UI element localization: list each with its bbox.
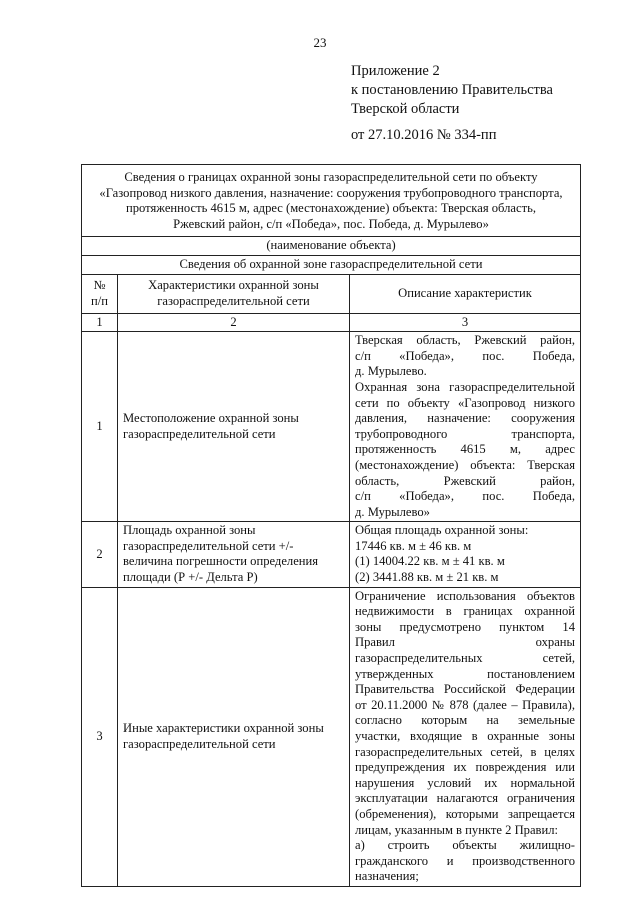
column-header-description: Описание характеристик [350,274,581,313]
description-line: Охранная зона газораспределительной [355,379,575,394]
characteristic-line: площади (Р +/- Дельта Р) [123,570,258,585]
row-characteristic: Местоположение охранной зоны газораспределительной сети [118,332,350,522]
description-line: газораспределительных сетей, [355,651,575,666]
object-name-caption: (наименование объекта) [82,237,581,256]
row-number: 2 [82,522,118,587]
description-line: с/п «Победа», пос. Победа, [355,348,575,363]
title-line: Ржевский район, с/п «Победа», пос. Победа, д. Мурылево» [173,216,489,231]
description-line: (2) 3441.88 кв. м ± 21 кв. м [355,570,499,585]
description-line: нарушения условий их нормальной [355,775,575,790]
description-line: утвержденных постановлением [355,666,575,681]
table-title [82,165,581,237]
object-name-row [82,237,581,256]
description-line: недвижимости в границах охранной [355,604,575,619]
description-line: д. Мурылево. [355,364,427,379]
column-number: 2 [118,313,350,332]
title-line: «Газопровод низкого давления, назначение: сооружения трубопроводного транспорта, [99,185,563,200]
appendix-heading [351,62,553,145]
description-line: зоны предусмотрено пунктом 14 [355,619,575,634]
description-line: Правил охраны [355,635,575,650]
description-line: согласно которым на земельные [355,713,575,728]
description-line: лицам, указанным в пункте 2 Правил: [355,822,559,837]
description-line: Ограничение использования объектов [355,588,575,603]
table-header-row [82,165,581,237]
appendix-line-2: к постановлению Правительства [351,82,553,98]
description-line: давления, назначение: сооружения [355,411,575,426]
description-line: (обременения), которыми запрещается [355,806,575,821]
security-zone-table [81,164,581,887]
characteristic-line: Площадь охранной зоны [123,523,256,538]
title-line: протяженность 4615 м, адрес (местонахождение) объекта: Тверская область, [125,201,537,216]
row-number: 1 [82,332,118,522]
description-line: гражданского и производственного [355,853,575,868]
description-line: сети по объекту «Газопровод низкого [355,395,575,410]
description-line: а) строить объекты жилищно- [355,838,575,853]
description-line: газораспределительных сетей, в целях [355,744,575,759]
description-line: участки, входящие в охранные зоны [355,729,575,743]
row-characteristic: Иные характеристики охранной зоны газораспределительной сети [118,587,350,886]
section-title: Сведения об охранной зоне газораспределительной сети [82,255,581,274]
table-row [82,587,581,886]
description-line: Тверская область, Ржевский район, [355,333,575,348]
description-line: с/п «Победа», пос. Победа, [355,489,575,504]
appendix-date: от 27.10.2016 № 334-пп [351,127,497,143]
row-number: 3 [82,587,118,886]
description-line: область, Ржевский район, [355,473,575,488]
description-line: эксплуатации налагаются ограничения [355,791,575,806]
column-number: 3 [350,313,581,332]
description-line: (местонахождение) объекта: Тверская [355,457,575,472]
row-description [350,587,581,886]
column-header-characteristic: Характеристики охранной зоны газораспределительной сети [118,274,350,313]
description-line: Общая площадь охранной зоны: [355,523,529,538]
column-header-num: № п/п [82,274,118,313]
section-title-row [82,255,581,274]
description-line: предупреждения их повреждения или [355,760,575,775]
column-number-row [82,313,581,332]
description-line: протяженность 4615 м, адрес [355,442,575,457]
row-description [350,522,581,587]
column-number: 1 [82,313,118,332]
row-characteristic [118,522,350,587]
description-line: трубопроводного транспорта, [355,426,575,441]
appendix-line-1: Приложение 2 [351,63,440,79]
title-line: Сведения о границах охранной зоны газораспределительной сети по объекту [124,170,538,184]
column-header-row [82,274,581,313]
page-number: 23 [313,35,327,50]
row-description [350,332,581,522]
appendix-line-3: Тверской области [351,101,460,117]
description-line: 17446 кв. м ± 46 кв. м [355,538,472,553]
table-row [82,332,581,522]
description-line: от 20.11.2000 № 878 (далее – Правила), [355,697,575,712]
description-line: (1) 14004.22 кв. м ± 41 кв. м [355,554,505,569]
characteristic-line: газораспределительной сети +/- [123,538,294,553]
table-row [82,522,581,587]
description-line: Правительства Российской Федерации [355,682,575,697]
description-line: д. Мурылево» [355,504,430,519]
characteristic-line: величина погрешности определения [123,554,319,569]
description-line: назначения; [355,869,419,884]
